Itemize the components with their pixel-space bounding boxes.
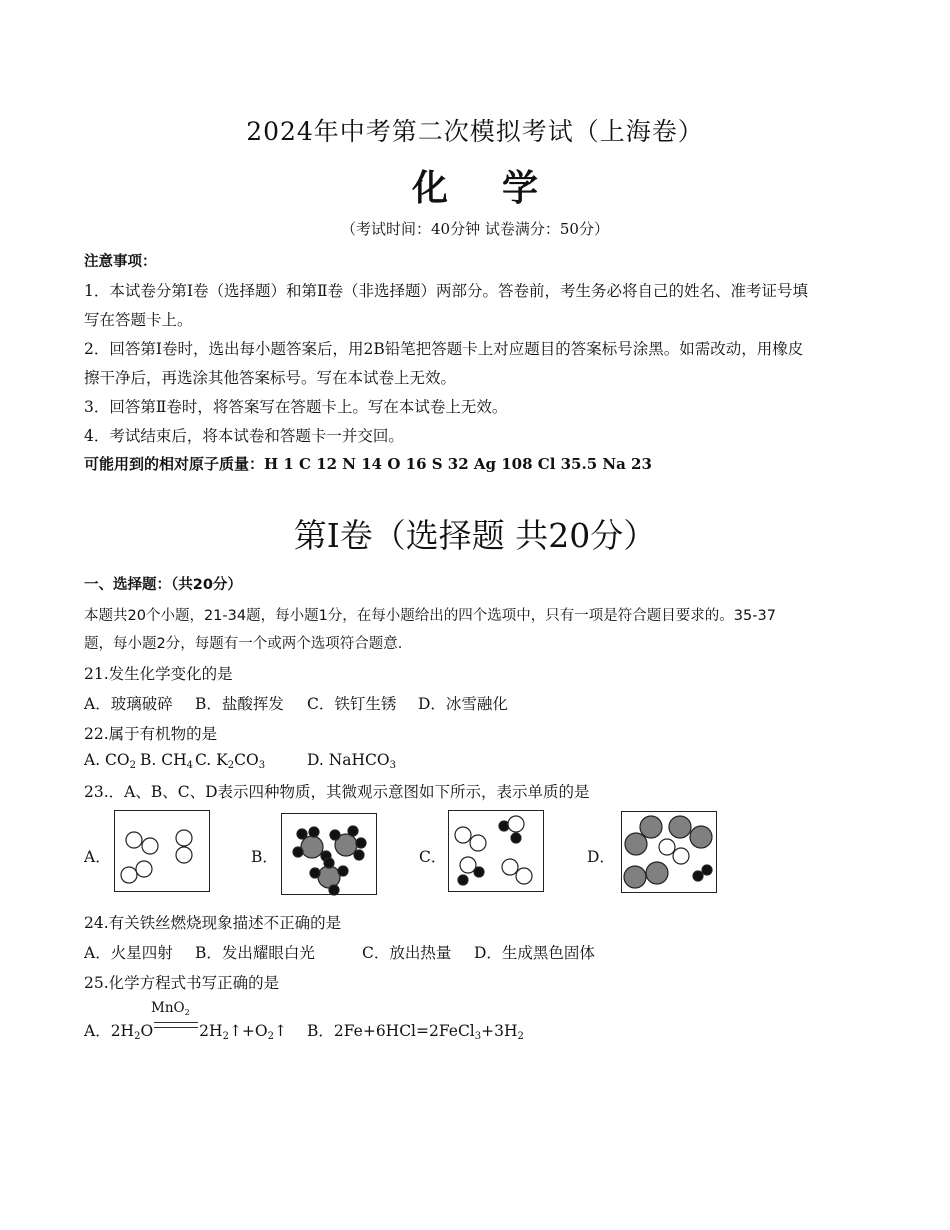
q24-option-d: D．生成黑色固体	[474, 944, 595, 962]
q23-diagram-b	[281, 813, 377, 895]
q25-option-a: A．$2H_2O$ $2H_2↑+O_2↑$	[84, 1022, 287, 1042]
note-line: 写在答题卡上。	[84, 311, 193, 329]
q21-option-d: D．冰雪融化	[418, 695, 508, 713]
part-heading: 一、选择题：（共20分）	[84, 577, 242, 593]
q23-diagram-c	[448, 810, 544, 892]
note-line: 4．考试结束后，将本试卷和答题卡一并交回。	[84, 427, 404, 445]
q23-diagram-a	[114, 810, 210, 892]
q23-diagram-d	[621, 811, 717, 893]
q23-label-b: B．	[251, 848, 278, 866]
note-line: 3．回答第Ⅱ卷时，将答案写在答题卡上。写在本试卷上无效。	[84, 398, 508, 416]
q22-option-a: A. $CO_2$	[84, 751, 136, 771]
q24-option-b: B．发出耀眼白光	[195, 944, 315, 962]
q22-option-c: C. $K_2CO_3$	[195, 751, 266, 771]
molecule-diagram-b	[282, 814, 378, 896]
note-line: 2．回答第Ⅰ卷时，选出每小题答案后，用2B铅笔把答题卡上对应题目的答案标号涂黑。如需改动，用橡皮	[84, 340, 804, 358]
double-line-sign	[154, 1022, 198, 1028]
exam-time-info: （考试时间：40分钟 试卷满分：50分）	[341, 220, 609, 238]
note-line: 1．本试卷分第Ⅰ卷（选择题）和第Ⅱ卷（非选择题）两部分。答卷前，考生务必将自己的姓名、准考证号填	[84, 282, 809, 300]
q21-stem: 21.发生化学变化的是	[84, 665, 233, 683]
q23-label-d: D．	[587, 848, 615, 866]
q24-option-a: A．火星四射	[84, 944, 173, 962]
notes-heading: 注意事项：	[84, 254, 157, 270]
note-line: 擦干净后，再选涂其他答案标号。写在本试卷上无效。	[84, 369, 457, 387]
q24-option-c: C．放出热量	[362, 944, 452, 962]
q22-option-d: D. NaHCO$_3$	[307, 751, 396, 771]
subject-title: 化学	[411, 167, 592, 209]
q25-catalyst: MnO$_2$	[151, 1000, 190, 1017]
section-title: 第I卷（选择题 共20分）	[293, 516, 657, 555]
q22-stem: 22.属于有机物的是	[84, 725, 218, 743]
q21-option-c: C．铁钉生锈	[307, 695, 397, 713]
q21-option-b: B．盐酸挥发	[195, 695, 284, 713]
q25-option-b: B．$2Fe+6HCl=2FeCl_3+3H_2$	[307, 1022, 524, 1042]
instructions-line: 本题共20个小题，21-34题，每小题1分，在每小题给出的四个选项中，只有一项是符合题目要求的。35-37	[84, 608, 776, 624]
instructions-line: 题，每小题2分，每题有一个或两个选项符合题意.	[84, 636, 403, 652]
molecule-diagram-a	[115, 811, 211, 893]
molecule-diagram-c	[449, 811, 545, 893]
molecule-diagram-d	[622, 812, 718, 894]
q23-label-a: A．	[84, 848, 111, 866]
atomic-masses: 可能用到的相对原子质量：H 1 C 12 N 14 O 16 S 32 Ag 108 Cl 35.5 Na 23	[84, 455, 652, 473]
exam-title: 2024年中考第二次模拟考试（上海卷）	[246, 117, 704, 146]
q21-option-a: A．玻璃破碎	[84, 695, 173, 713]
q24-stem: 24.有关铁丝燃烧现象描述不正确的是	[84, 914, 342, 932]
q23-label-c: C．	[419, 848, 447, 866]
q23-stem: 23.．A、B、C、D表示四种物质，其微观示意图如下所示，表示单质的是	[84, 783, 590, 801]
q22-option-b: B. $CH_4$	[140, 751, 193, 771]
q25-stem: 25.化学方程式书写正确的是	[84, 974, 280, 992]
